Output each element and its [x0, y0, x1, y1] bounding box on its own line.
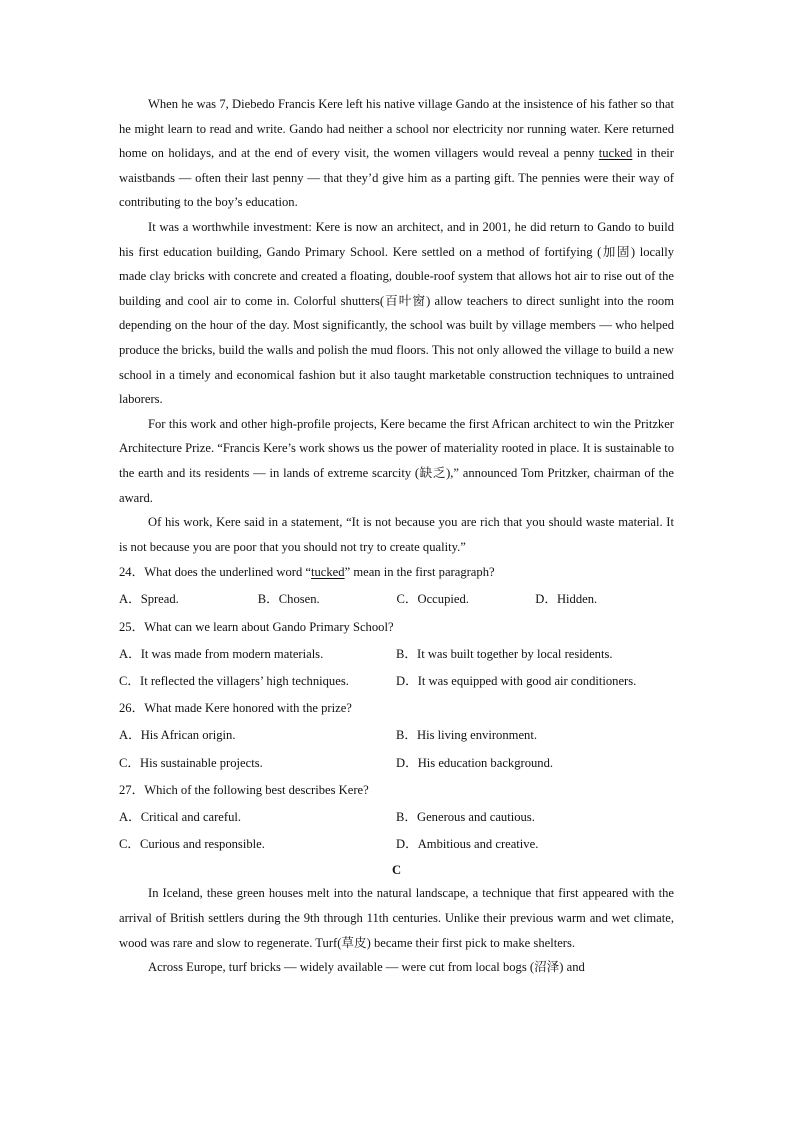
question-27-stem: 27．Which of the following best describes Kere? [119, 782, 369, 797]
option-b[interactable]: B．Chosen. [257, 592, 320, 607]
underlined-word: tucked [598, 146, 633, 161]
option-a[interactable]: A．His African origin. [119, 728, 236, 743]
passage-c-paragraph-1: In Iceland, these green houses melt into the natural landscape, a technique that first appeared with the arrival of British settlers during the 9th through 11th centuries. Unlike their previous warm and wet climate, wood was rare and slow to regenerate. Turf(草皮) became their first pick to make shelters. [119, 886, 674, 950]
exam-page [119, 92, 674, 980]
paragraph-text: in their waistbands — often their last penny — that they’d give him as a parting gift. The pennies were their way of contributing to the boy’s education. [119, 146, 674, 210]
question-26-options-row-2 [119, 750, 674, 777]
passage-b-paragraph-4: Of his work, Kere said in a statement, “It is not because you are rich that you should waste material. It is not because you are poor that you should not try to create quality.” [119, 515, 674, 554]
question-24-options [119, 586, 674, 613]
question-25-options-row-2 [119, 668, 674, 695]
question-24-stem [119, 559, 674, 586]
option-c[interactable]: C．Occupied. [396, 592, 469, 607]
passage-c-paragraph-2: Across Europe, turf bricks — widely available — were cut from local bogs (沼泽) and [148, 960, 585, 975]
option-d[interactable]: D．Ambitious and creative. [396, 837, 539, 852]
option-c[interactable]: C．Curious and responsible. [119, 837, 265, 852]
option-b[interactable]: B．Generous and cautious. [396, 809, 535, 824]
option-d[interactable]: D．Hidden. [535, 592, 598, 607]
passage-b-paragraph-1 [119, 92, 674, 215]
underlined-word: tucked [311, 565, 345, 580]
passage-b-paragraph-3: For this work and other high-profile projects, Kere became the first African architect to win the Pritzker Architecture Prize. “Francis Kere’s work shows us the power of materiality rooted in place. It is sustainable to the earth and its residents — in lands of extreme scarcity (缺乏),” announced Tom Pritzker, chairman of the award. [119, 416, 675, 505]
passage-b-paragraph-2: It was a worthwhile investment: Kere is now an architect, and in 2001, he did return to Gando to build his first education building, Gando Primary School. Kere settled on a method of fortifying (加固) locally made clay bricks with concrete and created a floating, double-roof system that allows hot air to rise out of the building and cool air to come in. Colorful shutters(百叶窗) allow teachers to direct sunlight into the room depending on the hour of the day. Most significantly, the school was built by village members — who helped produce the bricks, build the walls and polish the mud floors. This not only allowed the village to build a new school in a timely and economical fashion but it also taught marketable construction techniques to untrained laborers. [119, 219, 674, 407]
paragraph-text: When he was 7, Diebedo Francis Kere left his native village Gando at the insistence of his father so that he might learn to read and write. Gando had neither a school nor electricity nor running water. Kere returned home on holidays, and at the end of every visit, the women villagers would reveal a penny [119, 97, 674, 161]
question-25-options-row-1 [119, 641, 674, 668]
option-d[interactable]: D．It was equipped with good air conditioners. [396, 674, 637, 689]
question-26-options-row-1 [119, 722, 674, 749]
option-a[interactable]: A．Spread. [119, 592, 179, 607]
option-b[interactable]: B．His living environment. [396, 728, 537, 743]
question-27-options-row-2 [119, 831, 674, 858]
option-a[interactable]: A．Critical and careful. [119, 809, 242, 824]
section-heading-c: C [391, 863, 402, 878]
question-text: 24．What does the underlined word “ [119, 565, 311, 580]
question-26-stem: 26．What made Kere honored with the prize? [119, 701, 352, 716]
question-25-stem: 25．What can we learn about Gando Primary School? [119, 619, 394, 634]
question-27-options-row-1 [119, 804, 674, 831]
option-c[interactable]: C．It reflected the villagers’ high techniques. [119, 674, 349, 689]
question-text: ” mean in the first paragraph? [344, 565, 495, 580]
option-b[interactable]: B．It was built together by local residents. [396, 646, 613, 661]
option-c[interactable]: C．His sustainable projects. [119, 755, 263, 770]
option-a[interactable]: A．It was made from modern materials. [119, 646, 324, 661]
option-d[interactable]: D．His education background. [396, 755, 554, 770]
